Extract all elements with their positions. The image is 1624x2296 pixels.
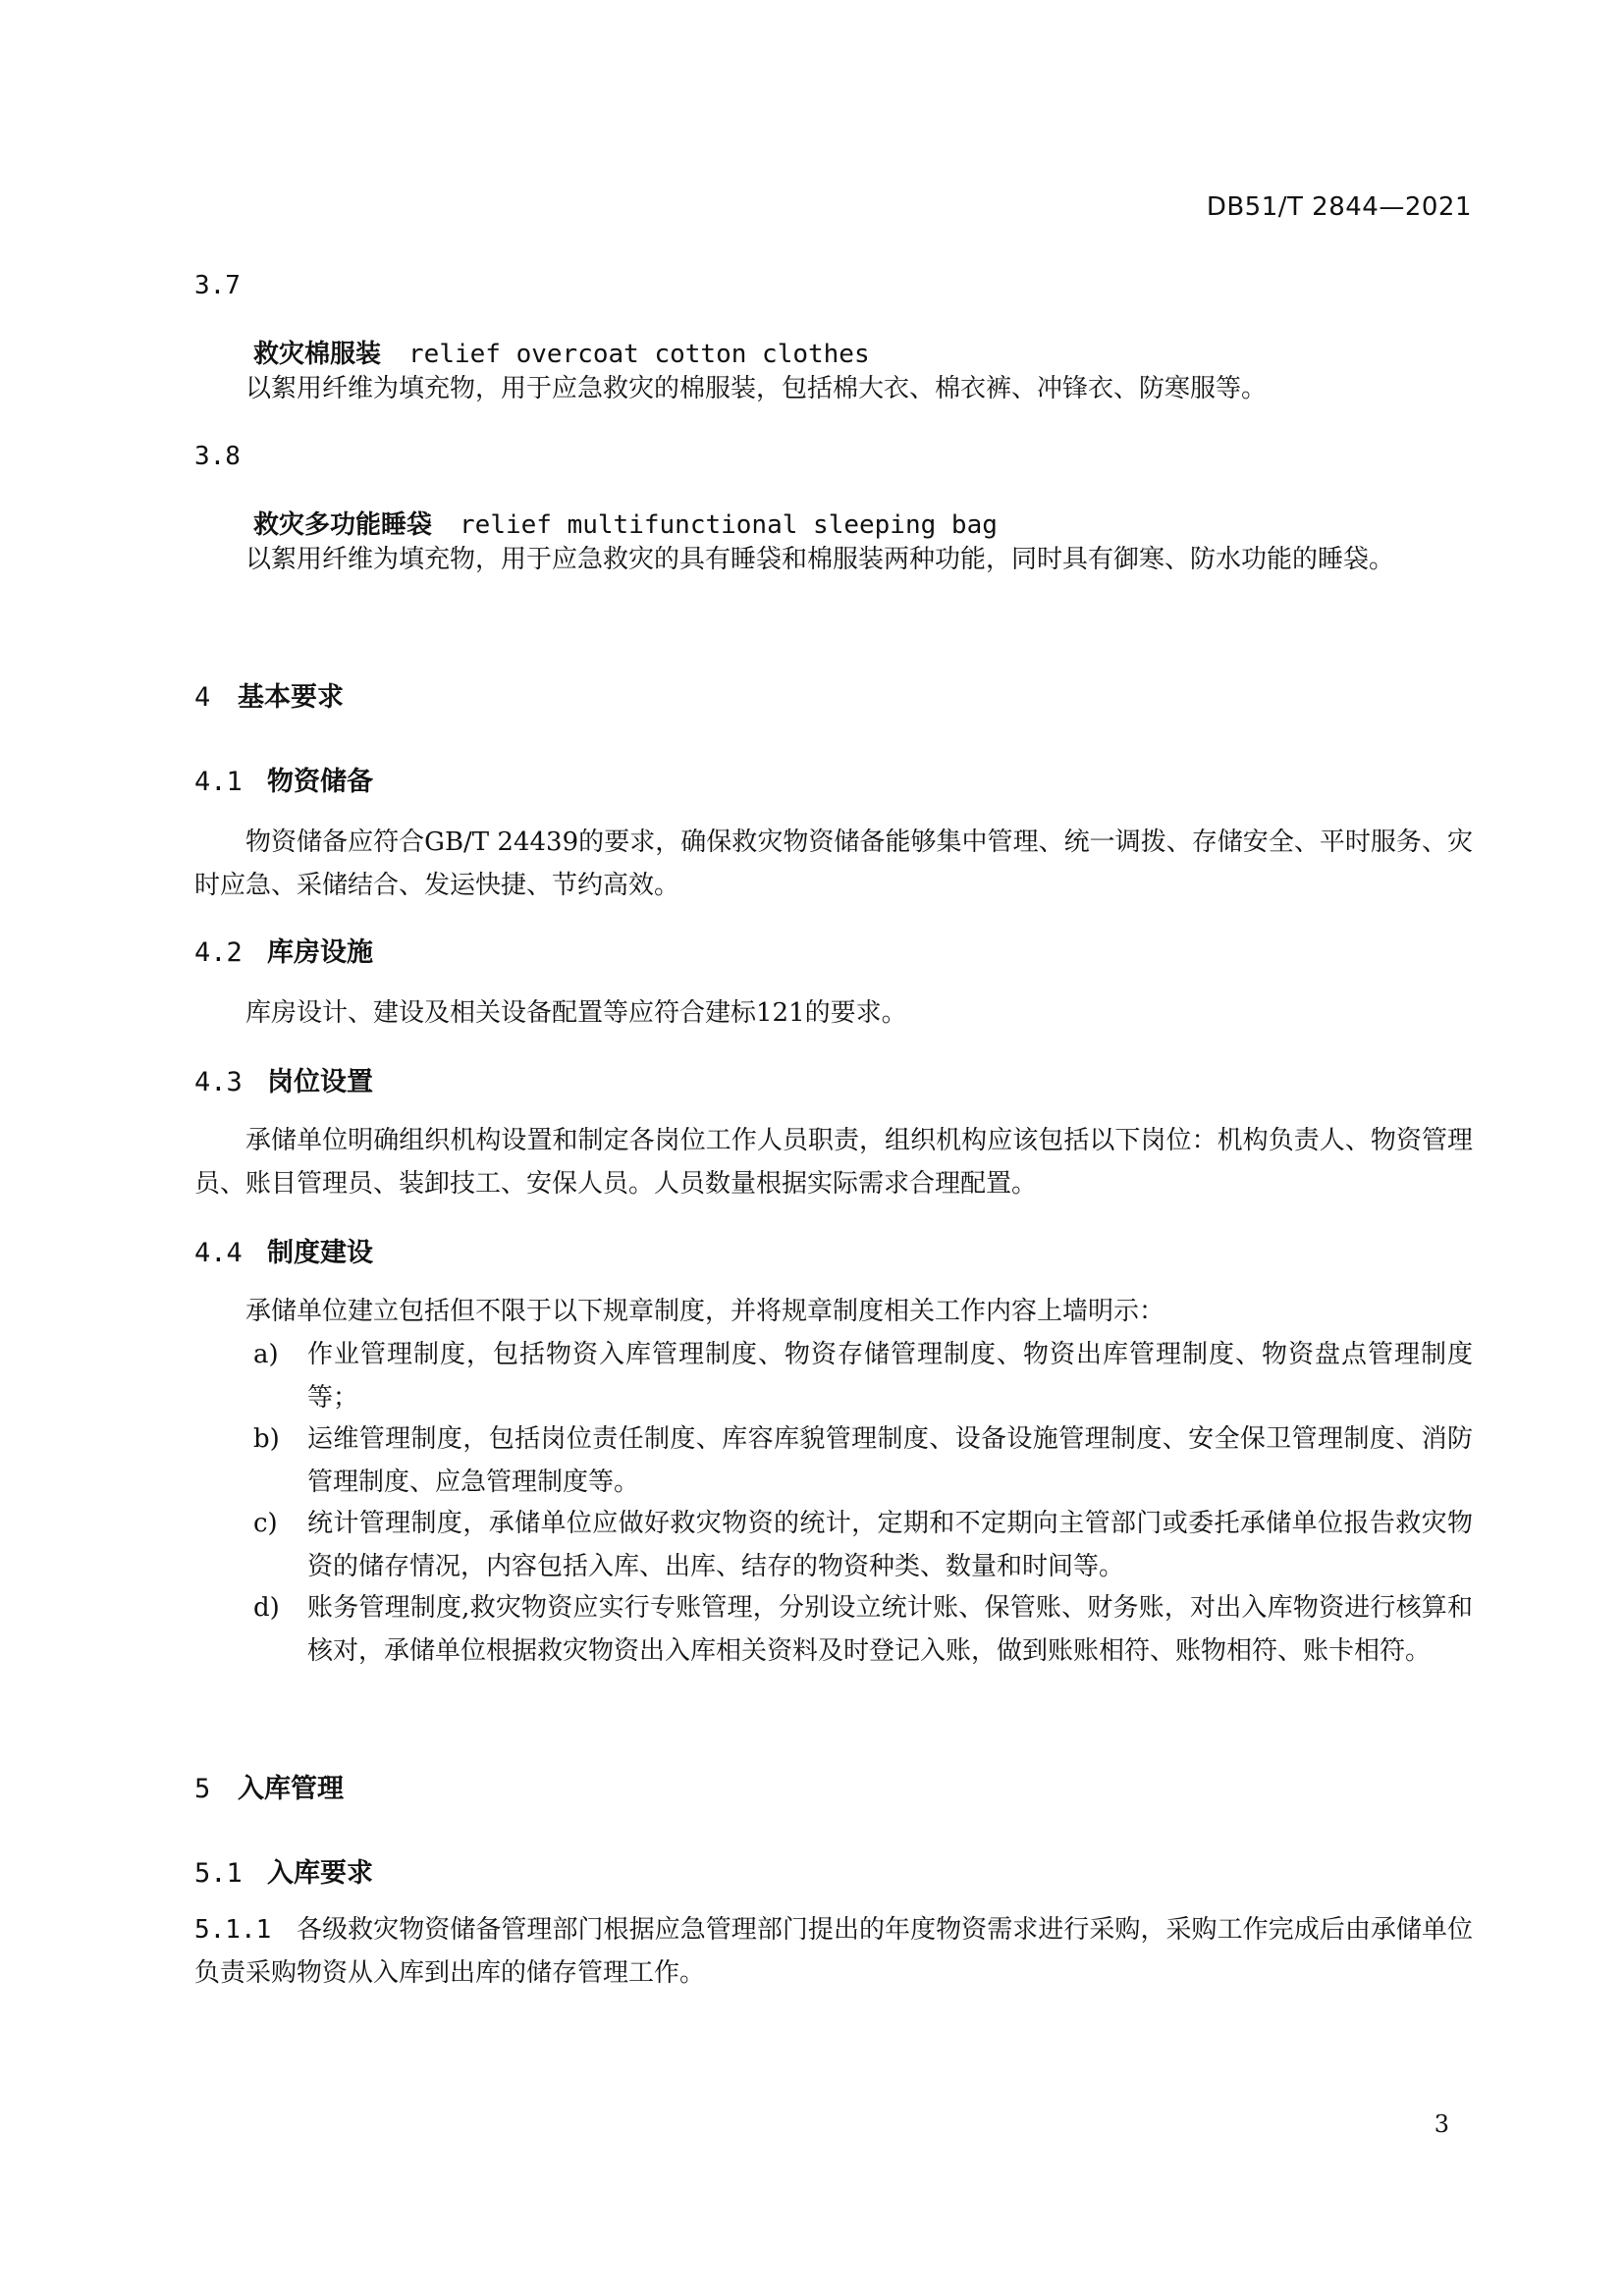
section-title: 基本要求 (238, 682, 344, 713)
list-marker: c) (253, 1509, 278, 1538)
term-en: relief overcoat cotton clothes (408, 340, 870, 369)
clause-number-3-7: 3.7 (194, 271, 241, 300)
list-marker: d) (253, 1593, 280, 1623)
clause-number-3-8: 3.8 (194, 442, 241, 471)
section-title: 库房设施 (267, 937, 373, 968)
section-heading-4-2 (194, 931, 373, 969)
paragraph-4-1: 物资储备应符合GB/T 24439的要求，确保救灾物资储备能够集中管理、统一调拨、存储安全、平时服务、灾时应急、采储结合、发运快捷、节约高效。 (194, 828, 1473, 900)
section-heading-5 (194, 1767, 344, 1805)
list-marker: a) (253, 1340, 279, 1369)
section-title: 入库要求 (267, 1858, 373, 1889)
paragraph-4-3: 承储单位明确组织机构设置和制定各岗位工作人员职责，组织机构应该包括以下岗位：机构负责人、物资管理员、账目管理员、装卸技工、安保人员。人员数量根据实际需求合理配置。 (194, 1126, 1473, 1199)
list-item-text: 作业管理制度，包括物资入库管理制度、物资存储管理制度、物资出库管理制度、物资盘点管理制度等； (307, 1340, 1473, 1413)
section-heading-4 (194, 675, 344, 714)
section-title: 制度建设 (267, 1238, 373, 1268)
section-title: 入库管理 (238, 1774, 344, 1804)
term-3-8 (253, 505, 998, 541)
definition-3-8: 以絮用纤维为填充物，用于应急救灾的具有睡袋和棉服装两种功能，同时具有御寒、防水功能的睡袋。 (245, 545, 1395, 574)
section-number: 4 (194, 682, 211, 713)
section-number: 4.3 (194, 1067, 243, 1097)
section-number: 5.1 (194, 1858, 243, 1889)
section-heading-5-1 (194, 1851, 373, 1890)
section-number: 4.2 (194, 937, 243, 968)
list-marker: b) (253, 1424, 280, 1454)
term-cn: 救灾棉服装 (253, 340, 382, 369)
section-title: 物资储备 (267, 767, 373, 797)
clause-text: 各级救灾物资储备管理部门根据应急管理部门提出的年度物资需求进行采购，采购工作完成后由承储单位负责采购物资从入库到出库的储存管理工作。 (194, 1915, 1473, 1988)
section-heading-4-4 (194, 1231, 373, 1269)
term-en: relief multifunctional sleeping bag (460, 510, 998, 540)
section-heading-4-3 (194, 1060, 373, 1098)
list-item-a (253, 1333, 1473, 1419)
clause-number: 5.1.1 (194, 1915, 272, 1945)
list-item-text: 统计管理制度，承储单位应做好救灾物资的统计，定期和不定期向主管部门或委托承储单位报告救灾物资的储存情况，内容包括入库、出库、结存的物资种类、数量和时间等。 (307, 1509, 1473, 1581)
paragraph-4-4-intro: 承储单位建立包括但不限于以下规章制度，并将规章制度相关工作内容上墙明示： (245, 1297, 1165, 1326)
section-number: 4.4 (194, 1238, 243, 1268)
list-item-b (253, 1417, 1473, 1504)
paragraph-4-2: 库房设计、建设及相关设备配置等应符合建标121的要求。 (245, 998, 907, 1028)
term-cn: 救灾多功能睡袋 (253, 510, 433, 540)
document-code: DB51/T 2844—2021 (1206, 192, 1472, 222)
paragraph-5-1-1 (194, 1908, 1473, 1995)
page-number: 3 (1434, 2110, 1449, 2138)
definition-3-7: 以絮用纤维为填充物，用于应急救灾的棉服装，包括棉大衣、棉衣裤、冲锋衣、防寒服等。 (245, 374, 1268, 403)
list-item-d (253, 1586, 1473, 1673)
section-heading-4-1 (194, 760, 373, 798)
term-3-7 (253, 334, 870, 370)
list-item-text: 运维管理制度，包括岗位责任制度、库容库貌管理制度、设备设施管理制度、安全保卫管理制度、消防管理制度、应急管理制度等。 (307, 1424, 1473, 1497)
list-item-text: 账务管理制度,救灾物资应实行专账管理，分别设立统计账、保管账、财务账，对出入库物资进行核算和核对，承储单位根据救灾物资出入库相关资料及时登记入账，做到账账相符、账物相符、账卡相符。 (307, 1593, 1473, 1666)
section-title: 岗位设置 (267, 1067, 373, 1097)
section-number: 5 (194, 1774, 211, 1804)
list-item-c (253, 1502, 1473, 1588)
section-number: 4.1 (194, 767, 243, 797)
